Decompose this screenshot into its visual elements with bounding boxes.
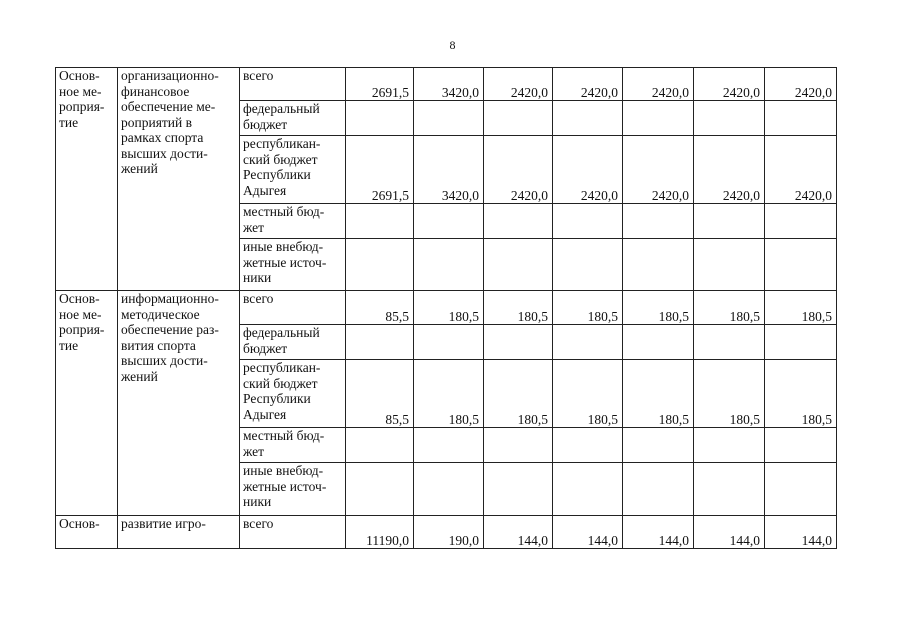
source-federal-label: федеральный бюджет [240,101,346,136]
value-cell [346,101,414,136]
source-other-label: иные внебюд- жетные источ- ники [240,463,346,516]
value-cell [553,463,623,516]
table-row [56,291,837,325]
value-cell: 180,5 [765,291,837,325]
value-cell: 2420,0 [694,68,765,101]
value-cell [694,101,765,136]
value-cell [765,428,837,463]
value-cell [484,101,553,136]
value-cell: 180,5 [484,291,553,325]
measure-type-cell: Основ- ное ме- роприя- тие [56,291,118,516]
value-cell: 180,5 [414,360,484,428]
value-cell [484,239,553,291]
value-cell [553,428,623,463]
measure-name-cell: развитие игро- [118,516,240,549]
value-cell [553,204,623,239]
value-cell [765,101,837,136]
value-cell: 144,0 [623,516,694,549]
value-cell: 2691,5 [346,136,414,204]
value-cell [484,204,553,239]
value-cell [346,325,414,360]
value-cell [414,101,484,136]
value-cell [623,325,694,360]
source-total-label: всего [240,516,346,549]
value-cell: 180,5 [765,360,837,428]
value-cell [484,325,553,360]
value-cell [623,428,694,463]
value-cell: 180,5 [623,291,694,325]
source-other-label: иные внебюд- жетные источ- ники [240,239,346,291]
source-local-label: местный бюд- жет [240,428,346,463]
value-cell [694,463,765,516]
value-cell [346,204,414,239]
value-cell [765,463,837,516]
value-cell: 144,0 [484,516,553,549]
measure-name-cell: информационно- методическое обеспечение раз- вития спорта высших дости- жений [118,291,240,516]
value-cell [414,204,484,239]
source-total-label: всего [240,291,346,325]
value-cell: 180,5 [553,291,623,325]
value-cell: 11190,0 [346,516,414,549]
value-cell: 3420,0 [414,68,484,101]
value-cell [553,325,623,360]
value-cell: 2420,0 [623,68,694,101]
value-cell [623,239,694,291]
value-cell [623,101,694,136]
value-cell [694,204,765,239]
value-cell: 180,5 [623,360,694,428]
source-local-label: местный бюд- жет [240,204,346,239]
value-cell [765,239,837,291]
value-cell: 85,5 [346,291,414,325]
value-cell: 144,0 [765,516,837,549]
budget-table [55,67,837,549]
value-cell: 2420,0 [765,68,837,101]
value-cell: 180,5 [414,291,484,325]
value-cell: 3420,0 [414,136,484,204]
value-cell: 2420,0 [484,68,553,101]
value-cell [553,239,623,291]
source-republic-label: республикан- ский бюджет Республики Адыгея [240,136,346,204]
value-cell [765,204,837,239]
value-cell [414,325,484,360]
value-cell: 144,0 [553,516,623,549]
table-row [56,68,837,101]
value-cell: 85,5 [346,360,414,428]
value-cell [694,325,765,360]
value-cell [553,101,623,136]
source-total-label: всего [240,68,346,101]
value-cell [346,463,414,516]
value-cell: 144,0 [694,516,765,549]
value-cell [484,428,553,463]
value-cell [346,239,414,291]
value-cell: 190,0 [414,516,484,549]
measure-name-cell: организационно- финансовое обеспечение ме- роприятий в рамках спорта высших дости- жений [118,68,240,291]
source-federal-label: федеральный бюджет [240,325,346,360]
page-number: 8 [449,38,456,52]
value-cell: 180,5 [694,291,765,325]
value-cell: 2420,0 [694,136,765,204]
table-row [56,516,837,549]
value-cell [346,428,414,463]
value-cell: 2420,0 [553,136,623,204]
source-republic-label: республикан- ский бюджет Республики Адыгея [240,360,346,428]
value-cell [623,204,694,239]
measure-type-cell: Основ- [56,516,118,549]
value-cell [414,428,484,463]
value-cell: 180,5 [553,360,623,428]
value-cell: 2420,0 [765,136,837,204]
value-cell [414,239,484,291]
value-cell [484,463,553,516]
value-cell [694,239,765,291]
value-cell [694,428,765,463]
value-cell [414,463,484,516]
value-cell: 2420,0 [623,136,694,204]
value-cell [765,325,837,360]
value-cell: 2420,0 [484,136,553,204]
value-cell: 2691,5 [346,68,414,101]
value-cell [623,463,694,516]
value-cell: 180,5 [484,360,553,428]
measure-type-cell: Основ- ное ме- роприя- тие [56,68,118,291]
value-cell: 180,5 [694,360,765,428]
value-cell: 2420,0 [553,68,623,101]
